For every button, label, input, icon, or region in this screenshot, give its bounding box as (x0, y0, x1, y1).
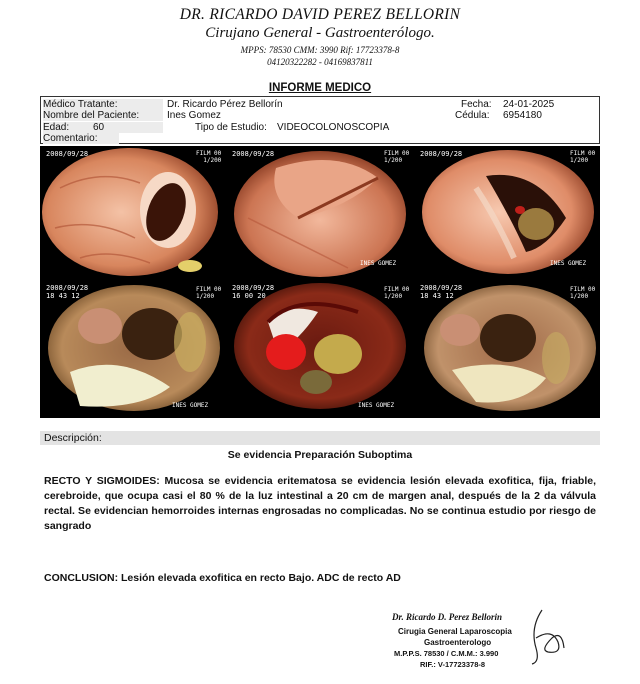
bleeding-lesion-icon (228, 282, 412, 412)
report-title: INFORME MEDICO (268, 82, 372, 94)
photo-1 (40, 148, 224, 278)
photo-5-film: FILM 00 1/200 (384, 286, 410, 300)
patient-info-table (40, 96, 600, 144)
fecha-label: Fecha: (461, 99, 492, 110)
tipo-value: VIDEOCOLONOSCOPIA (277, 122, 390, 133)
doctor-name-header: DR. RICARDO DAVID PEREZ BELLORIN (179, 6, 461, 23)
fecha-value: 24-01-2025 (503, 99, 555, 110)
edad-value: 60 (93, 122, 105, 133)
photo-1-date: 2008/09/28 (46, 150, 89, 158)
edad-label: Edad: (43, 122, 163, 133)
colon-fold-icon (228, 148, 412, 278)
photo-4-timestamp: 2008/09/28 18 43 12 (46, 284, 89, 300)
rectal-mass-icon (40, 282, 224, 412)
cedula-value: 6954180 (503, 110, 542, 121)
paciente-value: Ines Gomez (167, 110, 221, 121)
phone-line: 04120322282 - 04169837811 (267, 57, 373, 67)
photo-6-film: FILM 00 1/200 (570, 286, 596, 300)
photo-4-film: FILM 00 1/200 (196, 286, 222, 300)
colon-lesion-icon (416, 148, 600, 278)
medico-value: Dr. Ricardo Pérez Bellorín (167, 99, 283, 110)
specialty-header: Cirujano General - Gastroenterólogo. (205, 25, 435, 41)
rectal-mass-retro-icon (416, 282, 600, 412)
description-label: Descripción: (40, 431, 600, 445)
photo-4-caption: INES GOMEZ (172, 402, 209, 409)
photo-4 (40, 282, 224, 412)
photo-1-film: FILM 00 1/200 (196, 150, 222, 164)
tipo-label: Tipo de Estudio: (195, 122, 267, 133)
comentario-label: Comentario: (43, 133, 119, 144)
paciente-label: Nombre del Paciente: (43, 110, 163, 121)
preparation-note: Se evidencia Preparación Suboptima (227, 449, 413, 461)
medico-label: Médico Tratante: (43, 99, 163, 110)
photo-3-film: FILM 00 1/200 (570, 150, 596, 164)
photo-2-film: FILM 00 1/200 (384, 150, 410, 164)
cedula-label: Cédula: (455, 110, 490, 121)
signature-line2: Cirugia General Laparoscopia (398, 627, 512, 636)
photo-3-caption: INES GOMEZ (550, 260, 587, 267)
endoscopy-photo-grid (40, 146, 600, 418)
photo-5 (228, 282, 412, 412)
photo-5-caption: INES GOMEZ (358, 402, 395, 409)
conclusion-text: CONCLUSION: Lesión elevada exofitica en recto Bajo. ADC de recto AD (44, 572, 401, 584)
photo-5-timestamp: 2008/09/28 16 00 20 (232, 284, 275, 300)
signature-line5: RIF.: V-17723378-8 (420, 660, 486, 669)
signature-name: Dr. Ricardo D. Perez Bellorin (392, 612, 503, 622)
photo-6 (416, 282, 600, 412)
photo-2-caption: INES GOMEZ (360, 260, 397, 267)
colon-lumen-icon (40, 148, 224, 278)
registry-line: MPPS: 78530 CMM: 3990 Rif: 17723378-8 (240, 45, 400, 55)
signature-line3: Gastroenterologo (424, 638, 492, 647)
signature-line4: M.P.P.S. 78530 / C.M.M.: 3.990 (394, 649, 499, 658)
photo-2 (228, 148, 412, 278)
photo-3-date: 2008/09/28 (420, 150, 463, 158)
photo-2-date: 2008/09/28 (232, 150, 275, 158)
findings-text: RECTO Y SIGMOIDES: Mucosa se evidencia eritematosa se evidencia lesión elevada exofitica, fija, friable, cerebroide, que ocupa casi el 80 % de la luz intestinal a 20 cm de margen anal, después de la 2 da válvula rectal. Se evidencian hemorroides internas engrosadas no complicadas. No se continua estudio por riesgo de sangrado (44, 475, 596, 532)
photo-6-timestamp: 2008/09/28 18 43 12 (420, 284, 463, 300)
handwritten-signature-icon (522, 608, 566, 666)
photo-3 (416, 148, 600, 278)
